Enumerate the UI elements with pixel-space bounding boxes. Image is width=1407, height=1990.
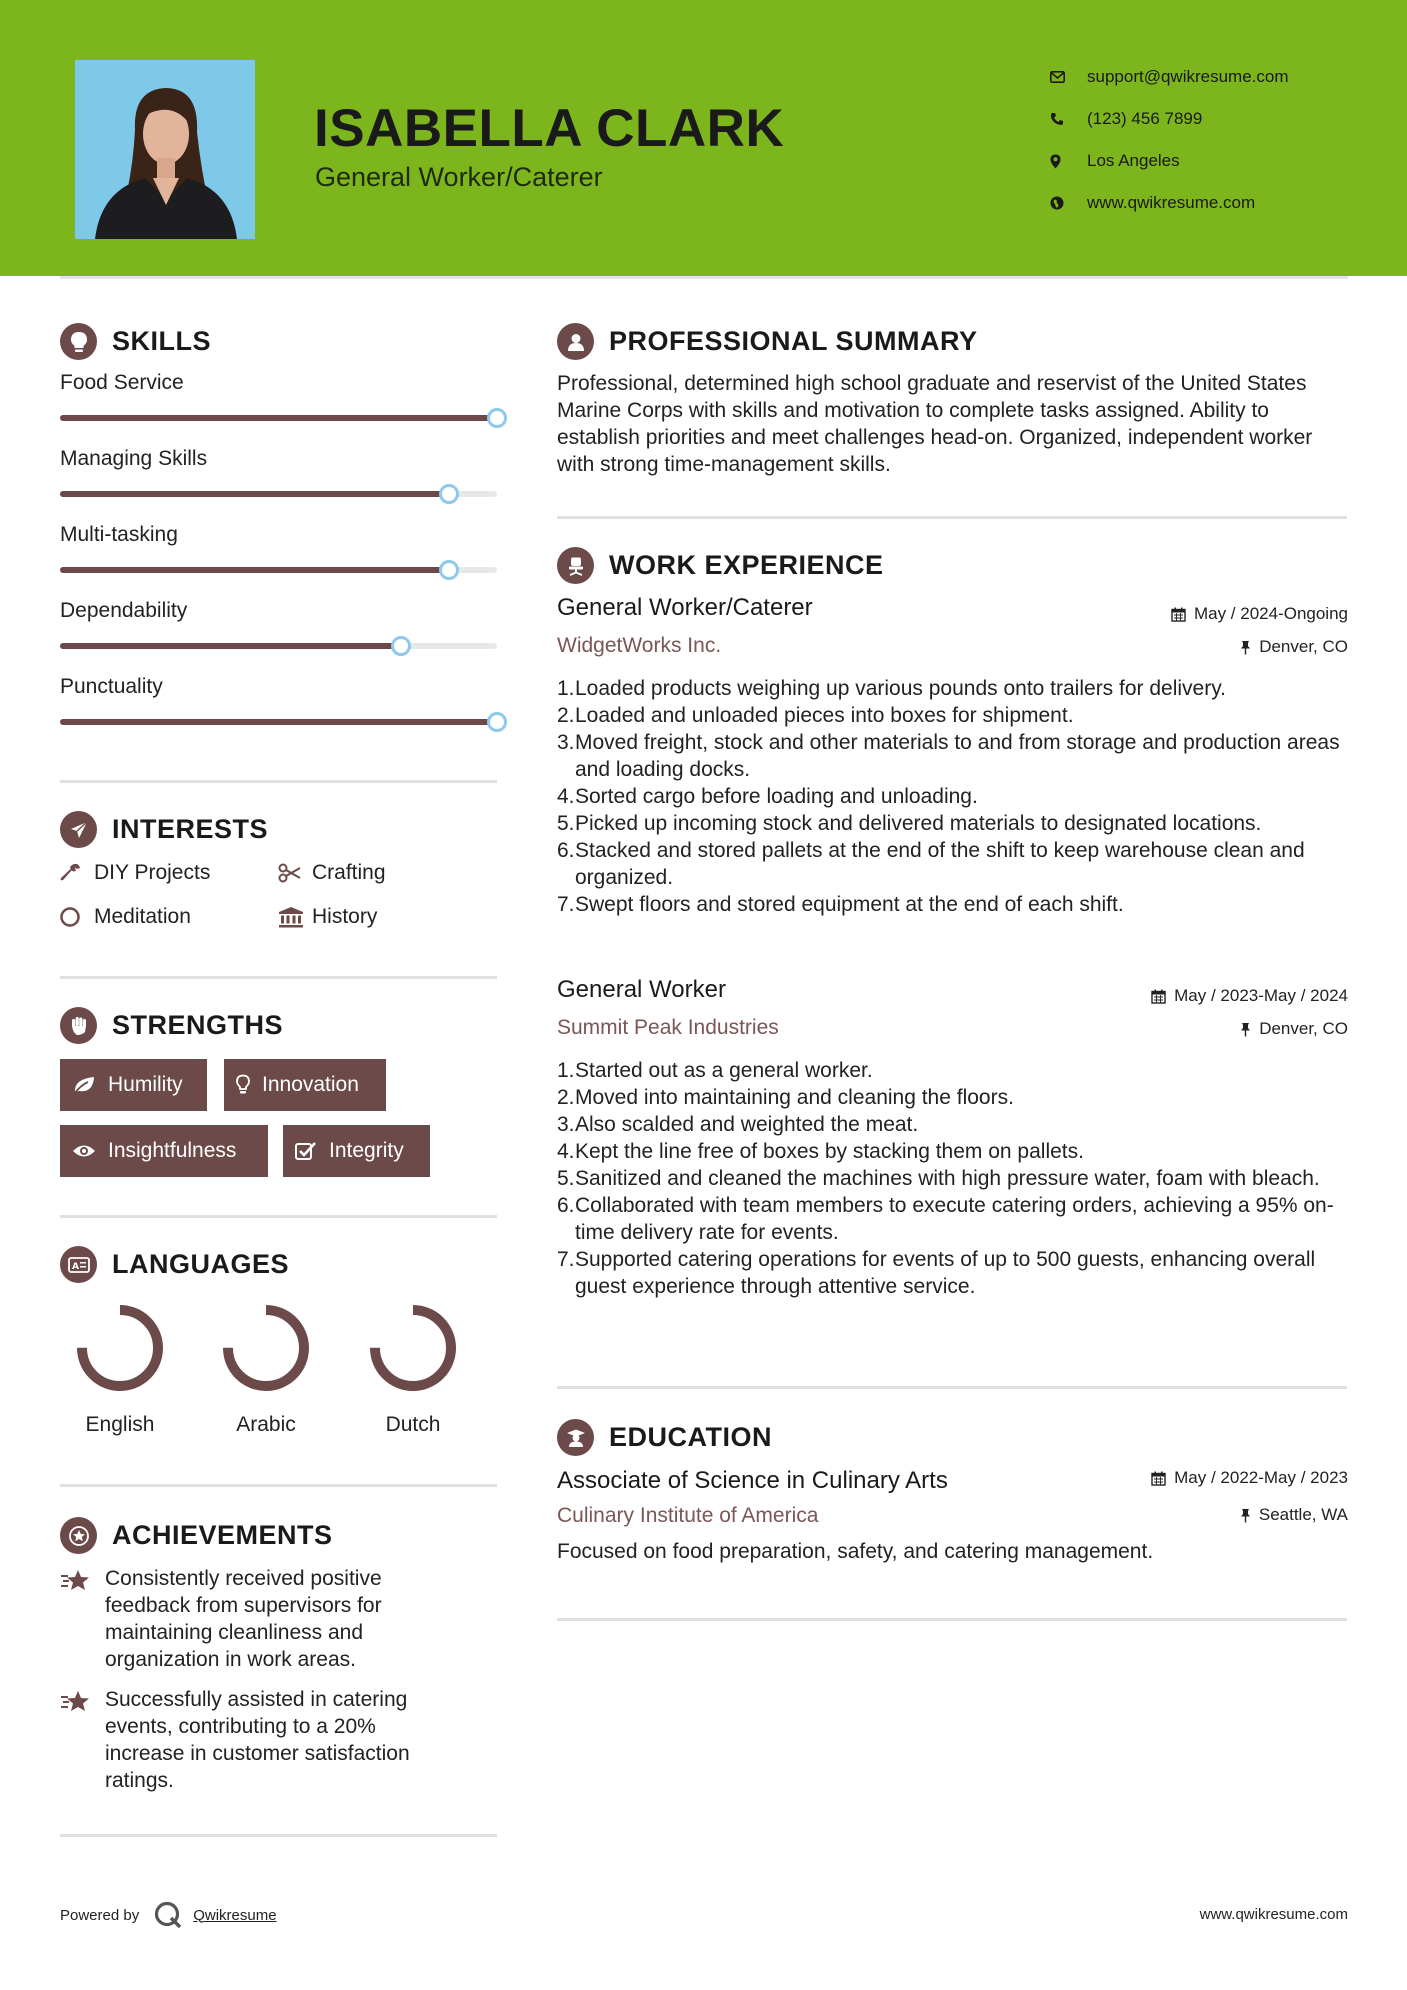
- interest-item: [278, 905, 377, 929]
- responsibility-text: Picked up incoming stock and delivered materials to designated locations.: [575, 812, 1262, 835]
- list-number: 4.: [557, 1140, 575, 1163]
- responsibility-item: [557, 1246, 1357, 1300]
- skill-level-knob: [391, 636, 411, 656]
- responsibility-text: Started out as a general worker.: [575, 1059, 873, 1082]
- education-date: [1151, 1468, 1348, 1488]
- list-number: 7.: [557, 893, 575, 916]
- lightbulb-icon: [60, 323, 97, 360]
- shooting-star-icon: [60, 1565, 105, 1673]
- education-section-title: [557, 1419, 772, 1456]
- contact-phone[interactable]: [1050, 98, 1289, 140]
- interest-label: Meditation: [94, 905, 191, 928]
- responsibility-item: [557, 1192, 1357, 1246]
- contact-email-text: support@qwikresume.com: [1087, 67, 1289, 86]
- svg-text:A: A: [71, 1261, 79, 1272]
- list-number: 4.: [557, 785, 575, 808]
- graduate-icon: [557, 1419, 594, 1456]
- skill-level-knob: [439, 484, 459, 504]
- responsibility-text: Stacked and stored pallets at the end of the shift to keep warehouse clean and organized.: [575, 839, 1305, 889]
- language-label: English: [85, 1413, 155, 1436]
- list-number: 5.: [557, 1167, 575, 1190]
- interest-label: Crafting: [312, 861, 386, 884]
- calendar-icon: [1171, 607, 1186, 622]
- interests-title: INTERESTS: [112, 814, 269, 844]
- skill-bar-fill: [60, 415, 497, 421]
- languages-section-title: [60, 1246, 289, 1283]
- strengths-divider: [60, 1215, 497, 1218]
- footer-website[interactable]: www.qwikresume.com: [1199, 1906, 1348, 1923]
- list-number: 3.: [557, 1113, 575, 1136]
- job-date: [1171, 604, 1348, 624]
- lightbulb-icon: [236, 1074, 250, 1096]
- education-degree: Associate of Science in Culinary Arts: [557, 1467, 948, 1494]
- powered-by-text: Powered by: [60, 1906, 140, 1924]
- skill-level-knob: [487, 712, 507, 732]
- education-description: Focused on food preparation, safety, and catering management.: [557, 1540, 1154, 1563]
- list-number: 2.: [557, 1086, 575, 1109]
- skill-label: Multi-tasking: [60, 523, 178, 546]
- interest-item: [60, 861, 210, 885]
- achievements-section-title: [60, 1517, 333, 1554]
- skill-bar: [60, 491, 497, 497]
- summary-section-title: [557, 323, 978, 360]
- education-location: [1240, 1505, 1348, 1525]
- map-pin-icon: [1050, 154, 1087, 169]
- job-location: [1240, 637, 1348, 657]
- strength-chip: [224, 1059, 386, 1111]
- strength-label: Humility: [108, 1073, 183, 1096]
- header: [0, 0, 1407, 276]
- skill-level-knob: [487, 408, 507, 428]
- skill-label: Punctuality: [60, 675, 163, 698]
- responsibility-text: Swept floors and stored equipment at the end of each shift.: [575, 893, 1124, 916]
- contact-location: [1050, 140, 1289, 182]
- job-company: WidgetWorks Inc.: [557, 634, 722, 657]
- responsibility-text: Sorted cargo before loading and unloading.: [575, 785, 978, 808]
- strengths-section-title: [60, 1007, 283, 1044]
- office-chair-icon: [557, 547, 594, 584]
- list-number: 3.: [557, 731, 575, 754]
- responsibility-item: [557, 1084, 1357, 1111]
- eye-icon: [72, 1143, 96, 1159]
- experience-section-title: [557, 547, 884, 584]
- summary-text: Professional, determined high school graduate and reservist of the United States Marine Corps with skills and motivation to complete tasks assigned. Ability to establish priorities and meet challenges head-on. Organized, independent worker with strong time-management skills.: [557, 372, 1313, 476]
- qwikresume-link[interactable]: Qwikresume: [193, 1906, 277, 1924]
- skills-section-title: [60, 323, 211, 360]
- skill-label: Food Service: [60, 371, 184, 394]
- job-title: General Worker: [557, 976, 726, 1003]
- responsibility-item: [557, 810, 1357, 837]
- pushpin-icon: [1240, 640, 1251, 655]
- skills-title: SKILLS: [112, 326, 212, 356]
- language-level-arc: [82, 1310, 158, 1386]
- responsibility-item: [557, 702, 1357, 729]
- job-location-text: Denver, CO: [1259, 637, 1348, 656]
- list-number: 1.: [557, 1059, 575, 1082]
- strength-chip: [60, 1059, 207, 1111]
- user-icon: [557, 323, 594, 360]
- education-divider: [557, 1618, 1347, 1621]
- envelope-icon: [1050, 71, 1087, 83]
- job-title: General Worker/Caterer: [557, 594, 813, 621]
- calendar-icon: [1151, 1471, 1166, 1486]
- responsibility-item: [557, 1057, 1357, 1084]
- languages-divider: [60, 1484, 497, 1487]
- list-number: 5.: [557, 812, 575, 835]
- language-label: Dutch: [385, 1413, 441, 1436]
- achievement-item: [60, 1565, 460, 1673]
- skill-level-knob: [439, 560, 459, 580]
- skills-divider: [60, 780, 497, 783]
- circle-icon: [60, 906, 94, 928]
- responsibility-item: [557, 1111, 1357, 1138]
- contact-list: [1050, 56, 1289, 224]
- job-responsibilities: [557, 1057, 1357, 1300]
- responsibility-item: [557, 891, 1357, 918]
- shooting-star-icon: [60, 1686, 105, 1794]
- responsibility-text: Loaded and unloaded pieces into boxes for shipment.: [575, 704, 1074, 727]
- job-company: Summit Peak Industries: [557, 1016, 779, 1039]
- list-number: 6.: [557, 1194, 575, 1217]
- star-badge-icon: [60, 1517, 97, 1554]
- calendar-icon: [1151, 989, 1166, 1004]
- museum-icon: [278, 906, 312, 928]
- responsibility-text: Moved into maintaining and cleaning the floors.: [575, 1086, 1014, 1109]
- wrench-icon: [60, 862, 94, 884]
- skill-label: Dependability: [60, 599, 188, 622]
- languages-title: LANGUAGES: [112, 1249, 290, 1279]
- responsibility-item: [557, 729, 1357, 783]
- responsibility-item: [557, 675, 1357, 702]
- job-responsibilities: [557, 675, 1357, 918]
- interest-item: [60, 905, 191, 929]
- contact-website[interactable]: [1050, 182, 1289, 224]
- achievements-title: ACHIEVEMENTS: [112, 1520, 333, 1550]
- strengths-title: STRENGTHS: [112, 1010, 284, 1040]
- pushpin-icon: [1240, 1022, 1251, 1037]
- interests-divider: [60, 976, 497, 979]
- list-number: 2.: [557, 704, 575, 727]
- summary-divider: [557, 516, 1347, 519]
- education-date-text: May / 2022-May / 2023: [1174, 1468, 1348, 1487]
- qwikresume-logo-icon: [153, 1900, 183, 1930]
- skill-bar: [60, 567, 497, 573]
- job-date-text: May / 2024-Ongoing: [1193, 604, 1348, 623]
- skill-bar: [60, 643, 497, 649]
- responsibility-text: Collaborated with team members to execute catering orders, achieving a 95% on-time delivery rate for events.: [575, 1194, 1334, 1244]
- achievement-item: [60, 1686, 460, 1794]
- education-location-text: Seattle, WA: [1258, 1505, 1348, 1524]
- skill-bar-fill: [60, 719, 497, 725]
- language-card-icon: [60, 1246, 97, 1283]
- list-number: 7.: [557, 1248, 575, 1271]
- skill-label: Managing Skills: [60, 447, 208, 470]
- skill-bar-fill: [60, 491, 449, 497]
- language-ring: [47, 1298, 193, 1398]
- checkbox-icon: [295, 1141, 317, 1161]
- responsibility-item: [557, 837, 1357, 891]
- summary-title: PROFESSIONAL SUMMARY: [609, 326, 978, 356]
- responsibility-text: Also scalded and weighted the meat.: [575, 1113, 919, 1136]
- language-level-arc: [375, 1310, 451, 1386]
- job-location: [1240, 1019, 1348, 1039]
- header-divider: [60, 276, 1348, 279]
- responsibility-text: Supported catering operations for events of up to 500 guests, enhancing overall guest experience through attentive service.: [575, 1248, 1316, 1298]
- experience-title: WORK EXPERIENCE: [609, 550, 884, 580]
- education-title: EDUCATION: [609, 1422, 772, 1452]
- job-date: [1151, 986, 1348, 1006]
- education-school: Culinary Institute of America: [557, 1504, 819, 1527]
- leaf-icon: [72, 1075, 96, 1095]
- profile-photo: [75, 60, 255, 239]
- skill-bar: [60, 415, 497, 421]
- strength-label: Integrity: [329, 1139, 404, 1162]
- achievements-divider: [60, 1834, 497, 1837]
- interest-label: History: [312, 905, 378, 928]
- strength-label: Insightfulness: [108, 1139, 237, 1162]
- contact-email[interactable]: [1050, 56, 1289, 98]
- responsibility-item: [557, 1165, 1357, 1192]
- contact-website-text: www.qwikresume.com: [1087, 193, 1256, 212]
- list-number: 1.: [557, 677, 575, 700]
- job-date-text: May / 2023-May / 2024: [1174, 986, 1348, 1005]
- contact-phone-text: (123) 456 7899: [1087, 109, 1203, 128]
- achievement-text: Successfully assisted in catering events, contributing to a 20% increase in customer satisfaction ratings.: [105, 1688, 410, 1792]
- responsibility-item: [557, 1138, 1357, 1165]
- responsibility-text: Loaded products weighing up various pounds onto trailers for delivery.: [575, 677, 1226, 700]
- pushpin-icon: [1240, 1508, 1251, 1523]
- candidate-name: ISABELLA CLARK: [314, 99, 785, 158]
- responsibility-text: Moved freight, stock and other materials to and from storage and production areas and loading docks.: [575, 731, 1340, 781]
- responsibility-text: Kept the line free of boxes by stacking them on pallets.: [575, 1140, 1084, 1163]
- footer-powered-by: [60, 1900, 277, 1930]
- language-ring: [193, 1298, 339, 1398]
- skill-bar-fill: [60, 567, 449, 573]
- language-level-arc: [228, 1310, 304, 1386]
- strength-chip: [283, 1125, 430, 1177]
- globe-icon: [1050, 196, 1087, 210]
- responsibility-text: Sanitized and cleaned the machines with high pressure water, foam with bleach.: [575, 1167, 1320, 1190]
- list-number: 6.: [557, 839, 575, 862]
- strength-chip: [60, 1125, 268, 1177]
- interest-item: [278, 861, 386, 885]
- scissors-icon: [278, 863, 312, 883]
- language-ring: [340, 1298, 486, 1398]
- fist-icon: [60, 1007, 97, 1044]
- responsibility-item: [557, 783, 1357, 810]
- experience-divider: [557, 1386, 1347, 1389]
- phone-icon: [1050, 112, 1087, 126]
- skill-bar-fill: [60, 643, 401, 649]
- job-location-text: Denver, CO: [1259, 1019, 1348, 1038]
- strength-label: Innovation: [262, 1073, 359, 1096]
- contact-location-text: Los Angeles: [1087, 151, 1180, 170]
- achievement-text: Consistently received positive feedback from supervisors for maintaining cleanliness and organization in work areas.: [105, 1567, 382, 1671]
- language-label: Arabic: [236, 1413, 296, 1436]
- skill-bar: [60, 719, 497, 725]
- paper-plane-icon: [60, 811, 97, 848]
- interest-label: DIY Projects: [94, 861, 211, 884]
- interests-section-title: [60, 811, 268, 848]
- candidate-role: General Worker/Caterer: [315, 162, 603, 192]
